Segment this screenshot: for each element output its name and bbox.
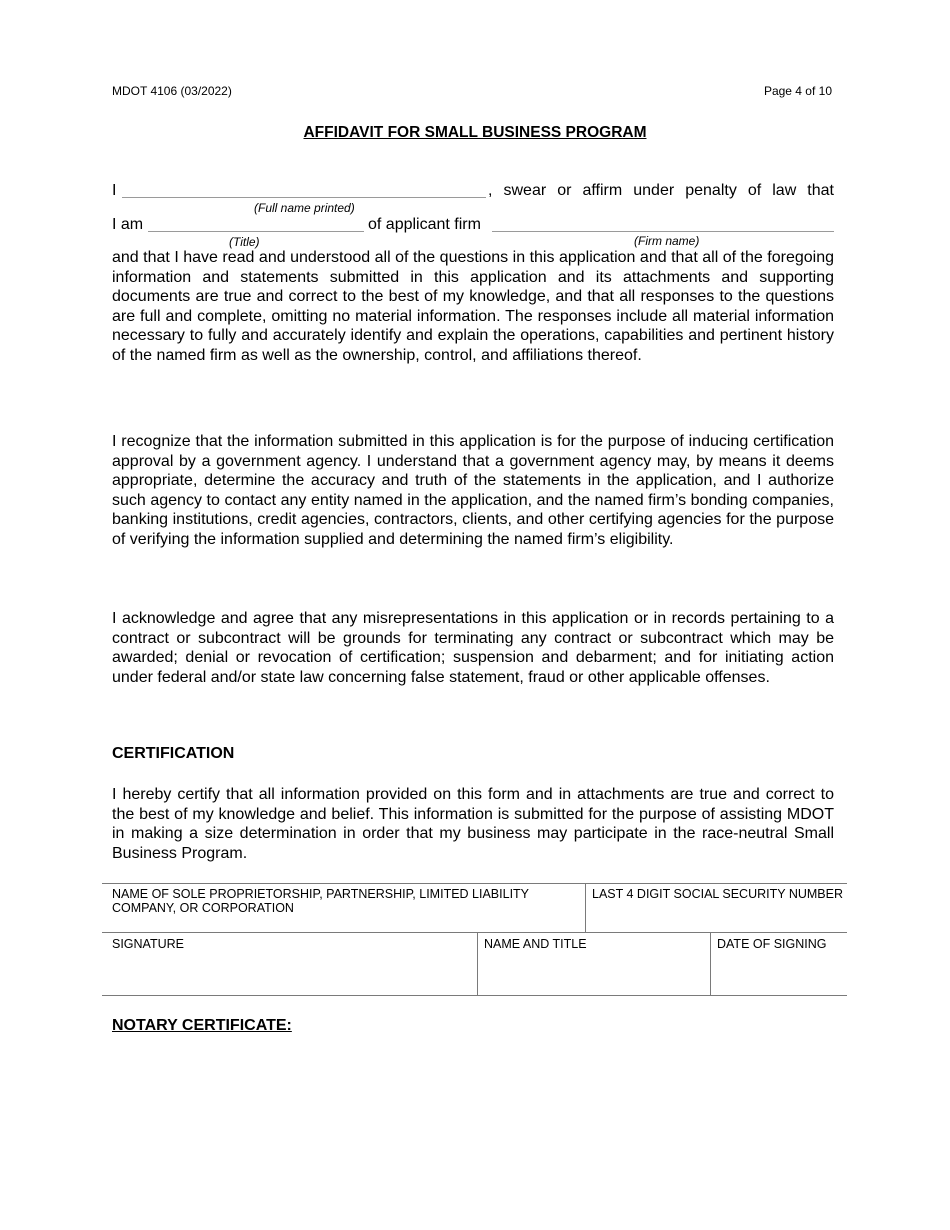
form-id: MDOT 4106 (03/2022) (112, 84, 232, 98)
firm-name-caption: (Firm name) (634, 234, 700, 248)
full-name-caption: (Full name printed) (254, 201, 355, 215)
title-field[interactable] (148, 216, 364, 232)
recognition-paragraph: I recognize that the information submitted in this application is for the purpose of inducing certification approval by a government agency. I understand that a government agency may, by means it deems appropriate, determine the accuracy and truth of the statements in the application, and I authorize such agency to contact any entity named in the application, and the named firm’s bonding companies, banking institutions, credit agencies, contractors, clients, and other certifying agencies for the purpose of verifying the information supplied and determining the named firm’s eligibility. (112, 433, 834, 548)
page-number: Page 4 of 10 (763, 84, 832, 98)
acknowledgement-paragraph: I acknowledge and agree that any misrepresentations in this application or in records pertaining to a contract or subcontract will be grounds for terminating any contract or subcontract which may be awarded; denial or revocation of certification; suspension and debarment; and for initiating action under federal and/or state law concerning false statement, fraud or other applicable offenses. (112, 610, 834, 686)
firm-name-field[interactable] (492, 216, 834, 232)
notary-heading: NOTARY CERTIFICATE: (112, 1017, 292, 1034)
affirmation-paragraph: and that I have read and understood all of the questions in this application and that all of the foregoing information and statements submitted in this application and its attachments and supporting documents are true and correct to the best of my knowledge, and that all responses to the questions are full and complete, omitting no material information. The responses include all material information necessary to fully and accurately identify and explain the operations, capabilities and pertinent history of the named firm as well as the ownership, control, and affiliations thereof. (112, 249, 834, 364)
table-middle-rule (102, 932, 847, 933)
oath-i-prefix: I (112, 182, 117, 199)
certification-heading: CERTIFICATION (112, 745, 235, 762)
name-title-cell[interactable]: NAME AND TITLE (484, 937, 587, 951)
full-name-field[interactable] (122, 182, 486, 198)
applicant-firm-text: of applicant firm (368, 216, 481, 233)
table-divider-name (477, 932, 478, 995)
business-name-cell[interactable]: NAME OF SOLE PROPRIETORSHIP, PARTNERSHIP, LIMITED LIABILITY COMPANY, OR CORPORATION (112, 887, 529, 915)
ssn-cell[interactable]: LAST 4 DIGIT SOCIAL SECURITY NUMBER (592, 887, 843, 901)
swear-text: , swear or affirm under penalty of law that (488, 182, 834, 199)
oath-line-name (112, 182, 834, 202)
table-divider-ssn (585, 883, 586, 932)
oath-line-title (112, 216, 834, 236)
signature-cell[interactable]: SIGNATURE (112, 937, 184, 951)
title-caption: (Title) (229, 235, 260, 249)
certification-text: I hereby certify that all information provided on this form and in attachments are true and correct to the best of my knowledge and belief. This information is submitted for the purpose of assisting MDOT in making a size determination in order that my business may participate in the race-neutral Small Business Program. (112, 786, 834, 862)
table-top-rule (102, 883, 847, 884)
date-signing-cell[interactable]: DATE OF SIGNING (717, 937, 827, 951)
table-bottom-rule (102, 995, 847, 996)
table-divider-date (710, 932, 711, 995)
i-am-prefix: I am (112, 216, 144, 233)
page-title: AFFIDAVIT FOR SMALL BUSINESS PROGRAM (303, 124, 647, 141)
